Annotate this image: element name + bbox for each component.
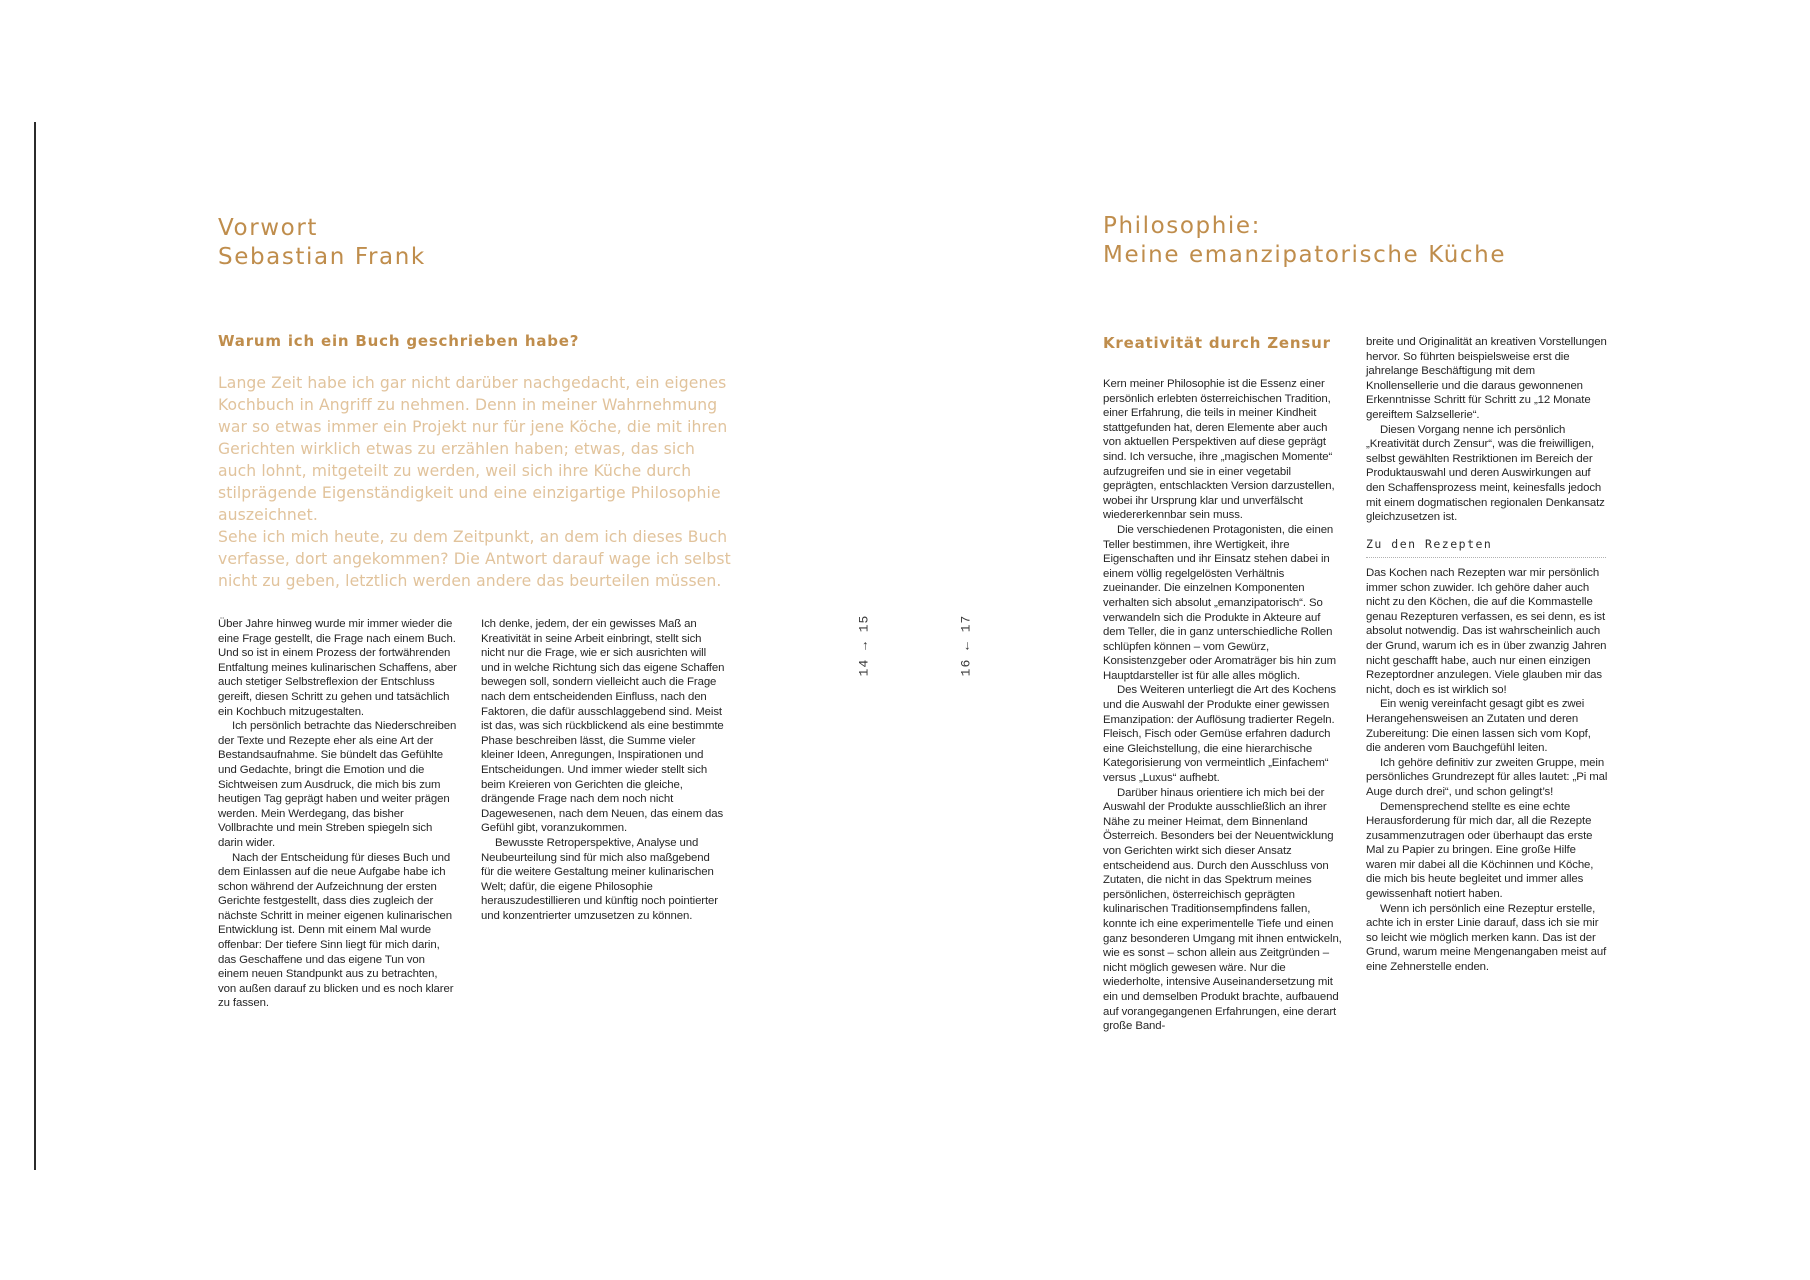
right-title-line-2: Meine emanzipatorische Küche: [1103, 242, 1507, 268]
paragraph: Das Kochen nach Rezepten war mir persönlich immer schon zuwider. Ich gehöre daher auch nicht zu den Köchen, die auf die Kommastelle genau Rezepturen verfassen, es sei denn, es ist absolut notwendig. Das ist wahrscheinlich auch der Grund, warum ich es in über zwanzig Jahren nicht geschafft habe, auch nur einen einzigen Rezeptordner anzulegen. Viele glauben mir das nicht, doch es ist wirklich so!: [1366, 567, 1607, 696]
right-title-line-1: Philosophie:: [1103, 213, 1262, 239]
left-page-title: [218, 214, 426, 272]
paragraph: Demensprechend stellte es eine echte Herausforderung für mich dar, all die Rezepte zusammenzutragen oder überhaupt das erste Mal zu Papier zu bringen. Eine große Hilfe waren mir dabei all die Köchinnen und Köche, die mich bis heute begleitet und immer alles gewissenhaft notiert haben.: [1366, 800, 1594, 901]
paragraph: Bewusste Retroperspektive, Analyse und Neubeurteilung sind für mich also maßgebend für die weitere Gestaltung meiner kulinarischen Welt; dafür, die eigene Philosophie herauszudestillieren und künftig noch pointierter und konzentrierter umzusetzen zu können.: [481, 836, 718, 922]
left-body-column-1: [218, 617, 458, 1011]
page-number-left: 14 → 15: [856, 614, 872, 677]
left-subheading: Warum ich ein Buch geschrieben habe?: [218, 332, 580, 350]
left-title-line-1: Vorwort: [218, 215, 319, 241]
left-title-line-2: Sebastian Frank: [218, 244, 426, 270]
paragraph: Diesen Vorgang nenne ich persönlich „Kreativität durch Zensur“, was die freiwilligen, selbst gewählten Restriktionen im Bereich der Produktauswahl und deren Auswirkungen auf den Schaffensprozess meint, keinesfalls jedoch mit einem dogmatischen regionalen Denkansatz gleichzusetzen ist.: [1366, 423, 1605, 524]
intro-paragraph-2: Sehe ich mich heute, zu dem Zeitpunkt, an dem ich dieses Buch verfasse, dort angekommen? Die Antwort darauf wage ich selbst nicht zu geben, letztlich werden andere das beurteilen müssen.: [218, 528, 731, 590]
paragraph: Über Jahre hinweg wurde mir immer wieder die eine Frage gestellt, die Frage nach einem Buch. Und so ist in einem Prozess der fortwährenden Entfaltung meines kulinarischen Schaffens, aber auch stetiger Selbstreflexion der Entschluss gereift, diesen Schritt zu gehen und tatsächlich ein Kochbuch mitzugestalten.: [218, 618, 457, 718]
paragraph: Die verschiedenen Protagonisten, die einen Teller bestimmen, ihre Wertigkeit, ihre Eigenschaften und ihr Einsatz stehen dabei in einem völlig regelgelösten Verhältnis zueinander. Die einzelnen Komponenten verhalten sich absolut „emanzipatorisch“. So verwandeln sich die Produkte in Akteure auf dem Teller, die in ganz unterschiedliche Rollen schlüpfen können – vom Gewürz, Konsistenzgeber oder Aromaträger bis hin zum Hauptdarsteller ist für alle alles möglich.: [1103, 523, 1337, 682]
paragraph: Nach der Entscheidung für dieses Buch und dem Einlassen auf die neue Aufgabe habe ich schon während der Aufzeichnung der ersten Gerichte festgestellt, dass dies zugleich der nächste Schritt in meiner eigenen kulinarischen Entwicklung ist. Denn mit einem Mal wurde offenbar: Der tiefere Sinn liegt für mich darin, das Geschaffene und das eigene Tun von einem neuen Standpunkt aus zu betrachten, von außen darauf zu blicken und es noch klarer zu fassen.: [218, 851, 454, 1010]
right-body-column-1: [1103, 377, 1345, 1034]
right-subheading: Kreativität durch Zensur: [1103, 334, 1331, 352]
paragraph: Ich gehöre definitiv zur zweiten Gruppe, mein persönliches Grundrezept für alles lautet: „Pi mal Auge durch drei“, und schon gelingt’s!: [1366, 756, 1608, 798]
paragraph: Ich persönlich betrachte das Niederschreiben der Texte und Rezepte eher als eine Art der Bestandsaufnahme. Sie bündelt das Gefühlte und Gedachte, bringt die Emotion und die Sichtweisen zum Ausdruck, die mich bis zum heutigen Tag geprägt haben und weiter prägen werden. Mein Werdegang, das bisher Vollbrachte und mein Streben spiegeln sich darin wider.: [218, 720, 457, 849]
paragraph: breite und Originalität an kreativen Vorstellungen hervor. So führten beispielsweise erst die jahrelange Beschäftigung mit dem Knollensellerie und die daraus gewonnenen Erkenntnisse Schritt für Schritt zu „12 Monate gereiftem Salzsellerie“.: [1366, 336, 1607, 421]
page-number-right: 16 ← 17: [958, 614, 974, 677]
intro-paragraph-1: Lange Zeit habe ich gar nicht darüber nachgedacht, ein eigenes Kochbuch in Angriff zu nehmen. Denn in meiner Wahrnehmung war so etwas immer ein Projekt nur für jene Köche, die mit ihren Gerichten wirklich etwas zu erzählen haben; etwas, das sich auch lohnt, mitgeteilt zu werden, weil sich ihre Küche durch stilprägende Eigenständigkeit und eine einzigartige Philosophie auszeichnet.: [218, 374, 728, 524]
paragraph: Des Weiteren unterliegt die Art des Kochens und die Auswahl der Produkte einer gewissen Emanzipation: der Auflösung tradierter Regeln. Fleisch, Fisch oder Gemüse erfahren dadurch eine Gleichstellung, die eine hierarchische Kategorisierung von vermeintlich „Einfachem“ versus „Luxus“ aufhebt.: [1103, 684, 1336, 785]
section-heading-rezepte: Zu den Rezepten: [1366, 537, 1606, 558]
paragraph: Darüber hinaus orientiere ich mich bei der Auswahl der Produkte ausschließlich an ihrer Nähe zu meiner Heimat, dem Binnenland Österreich. Besonders bei der Neuentwicklung von Gerichten wirkt sich dieser Ansatz entscheidend aus. Durch den Ausschluss von Zutaten, die nicht in das Spektrum meines persönlichen, österreichisch geprägten kulinarischen Traditionsempfindens fallen, konnte ich eine experimentelle Tiefe und einen ganz besonderen Umgang mit ihnen entwickeln, wie es sonst – schon allein aus Zeitgründen – nicht möglich gewesen wäre. Nur die wiederholte, intensive Auseinandersetzung mit ein und demselben Produkt brachte, aufbauend auf vorangegangenen Erfahrungen, eine derart große Band-: [1103, 786, 1342, 1033]
paragraph: Kern meiner Philosophie ist die Essenz einer persönlich erlebten österreichischen Tradition, einer Erfahrung, die teils in meiner Kindheit stattgefunden hat, deren Elemente aber auch von aktuellen Perspektiven auf diese geprägt sind. Ich versuche, ihre „magischen Momente“ aufzugreifen und sie in einer vegetabil geprägten, entschlackten Version darzustellen, wobei ihr Ursprung klar und unverfälscht wiedererkennbar sein muss.: [1103, 378, 1335, 522]
right-body-column-2a: [1366, 335, 1608, 525]
paragraph: Wenn ich persönlich eine Rezeptur erstelle, achte ich in erster Linie darauf, dass ich sie mir so leicht wie möglich merken kann. Das ist der Grund, warum meine Mengenangaben meist auf eine Zehnerstelle enden.: [1366, 902, 1607, 974]
left-body-column-2: [481, 617, 725, 923]
right-body-column-2b: [1366, 566, 1608, 975]
book-spine-line: [34, 122, 36, 1170]
right-page-title: [1103, 212, 1506, 270]
paragraph: Ich denke, jedem, der ein gewisses Maß an Kreativität in seine Arbeit einbringt, stellt sich nicht nur die Frage, wie er sich ausrichten will und in welche Richtung sich das eigene Schaffen bewegen soll, sondern vielleicht auch die Frage nach dem entscheidenden Einfluss, nach den Faktoren, die dafür ausschlaggebend sind. Meist ist das, was sich rückblickend als eine bestimmte Phase beschreiben lässt, die Summe vieler kleiner Ideen, Anregungen, Inspirationen und Entscheidungen. Und immer wieder stellt sich beim Kreieren von Gerichten die gleiche, drängende Frage nach dem noch nicht Dagewesenen, nach dem Neuen, das einem das Gefühl gibt, voranzukommen.: [481, 618, 725, 835]
paragraph: Ein wenig vereinfacht gesagt gibt es zwei Herangehensweisen an Zutaten und deren Zubereitung: Die einen lassen sich vom Kopf, die anderen vom Bauchgefühl leiten.: [1366, 698, 1591, 755]
